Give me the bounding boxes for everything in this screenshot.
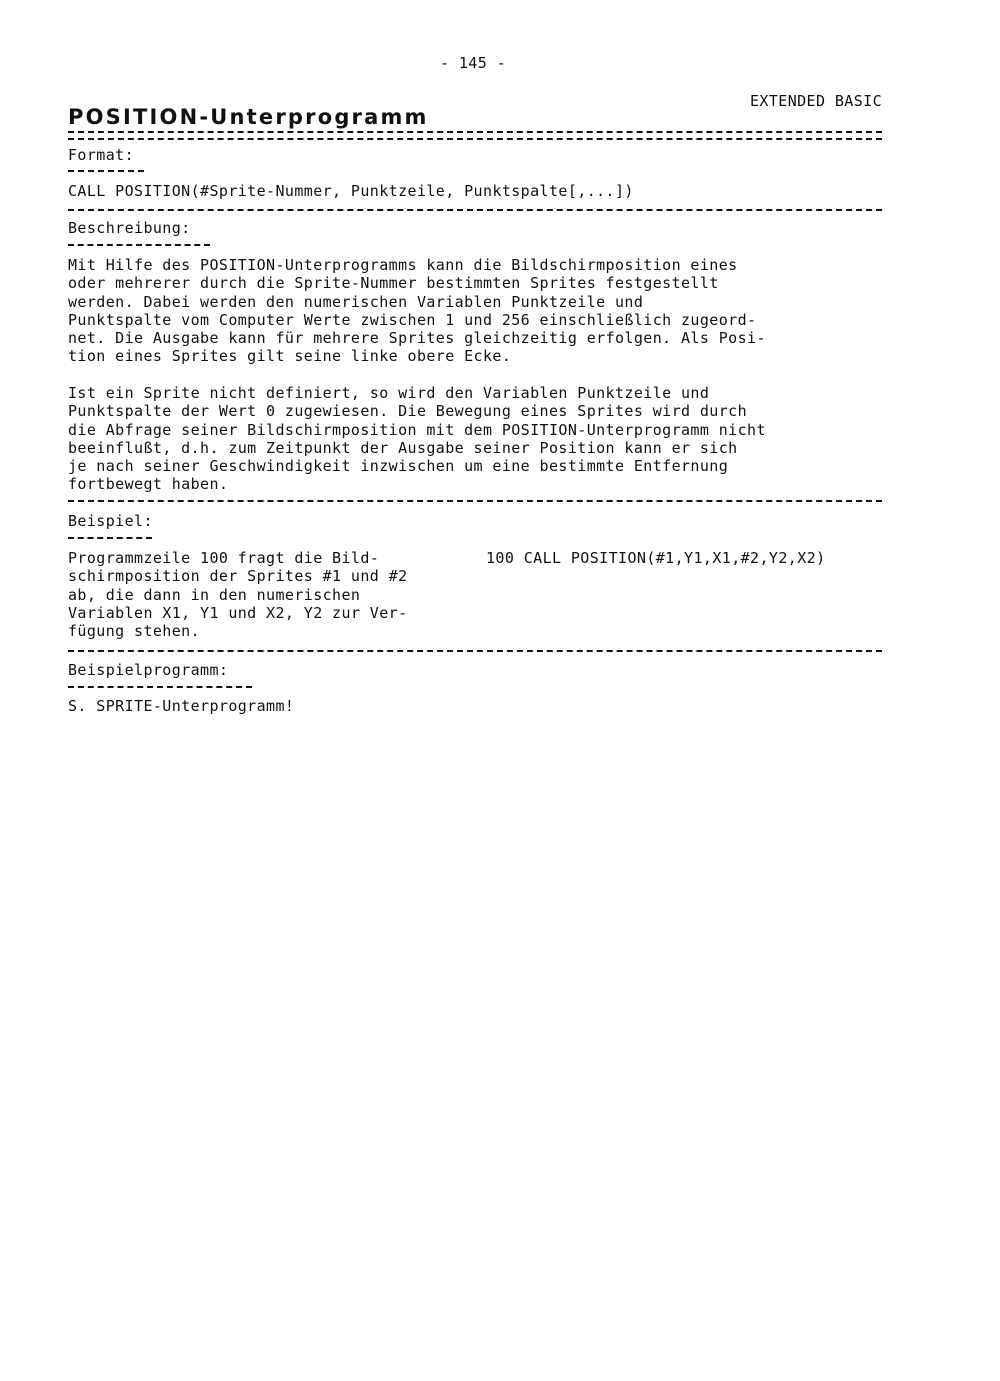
text-line: Variablen X1, Y1 und X2, Y2 zur Ver-	[68, 603, 408, 622]
text-line: werden. Dabei werden den numerischen Variablen Punktzeile und	[68, 292, 644, 311]
beispielprogramm-text: S. SPRITE-Unterprogramm!	[68, 697, 295, 715]
beispiel-label: Beispiel:	[68, 512, 153, 530]
text-line: fortbewegt haben.	[68, 475, 229, 494]
text-line: Punktspalte vom Computer Werte zwischen 1 und 256 einschließlich zugeord-	[68, 310, 757, 329]
beispiel-text	[68, 549, 478, 640]
text-line: je nach seiner Geschwindigkeit inzwischen um eine bestimmte Entfernung	[68, 457, 729, 476]
beschreibung-label: Beschreibung:	[68, 219, 191, 237]
beschreibung-paragraph-1	[68, 256, 888, 366]
text-line: Ist ein Sprite nicht definiert, so wird den Variablen Punktzeile und	[68, 384, 710, 402]
text-line: Punktspalte der Wert 0 zugewiesen. Die Bewegung eines Sprites wird durch	[68, 402, 748, 421]
divider-rule	[68, 500, 882, 502]
format-label-underline	[68, 170, 144, 172]
text-line: Programmzeile 100 fragt die Bild-	[68, 549, 380, 567]
beispiel-code: 100 CALL POSITION(#1,Y1,X1,#2,Y2,X2)	[486, 549, 826, 567]
section-header: EXTENDED BASIC	[749, 92, 882, 110]
text-line: net. Die Ausgabe kann für mehrere Sprites gleichzeitig erfolgen. Als Posi-	[68, 329, 766, 348]
text-line: ab, die dann in den numerischen	[68, 585, 361, 604]
format-syntax: CALL POSITION(#Sprite-Nummer, Punktzeile, Punktspalte[,...])	[68, 182, 634, 200]
page-title: POSITION-Unterprogramm	[68, 105, 429, 129]
title-double-rule	[68, 131, 882, 140]
text-line: beeinflußt, d.h. zum Zeitpunkt der Ausgabe seiner Position kann er sich	[68, 438, 738, 457]
text-line: Mit Hilfe des POSITION-Unterprogramms kann die Bildschirmposition eines	[68, 256, 738, 274]
beispielprogramm-label-underline	[68, 686, 252, 688]
divider-rule	[68, 650, 882, 652]
format-label: Format:	[68, 146, 135, 164]
text-line: fügung stehen.	[68, 622, 201, 641]
beispielprogramm-label: Beispielprogramm:	[68, 661, 229, 679]
text-line: oder mehrerer durch die Sprite-Nummer bestimmten Sprites festgestellt	[68, 274, 719, 293]
text-line: die Abfrage seiner Bildschirmposition mit dem POSITION-Unterprogramm nicht	[68, 420, 766, 439]
beschreibung-label-underline	[68, 244, 210, 246]
page-number: - 145 -	[440, 54, 507, 72]
beschreibung-paragraph-2	[68, 384, 888, 494]
text-line: schirmposition der Sprites #1 und #2	[68, 567, 408, 586]
divider-rule	[68, 209, 882, 211]
beispiel-label-underline	[68, 537, 152, 539]
text-line: tion eines Sprites gilt seine linke obere Ecke.	[68, 347, 512, 366]
